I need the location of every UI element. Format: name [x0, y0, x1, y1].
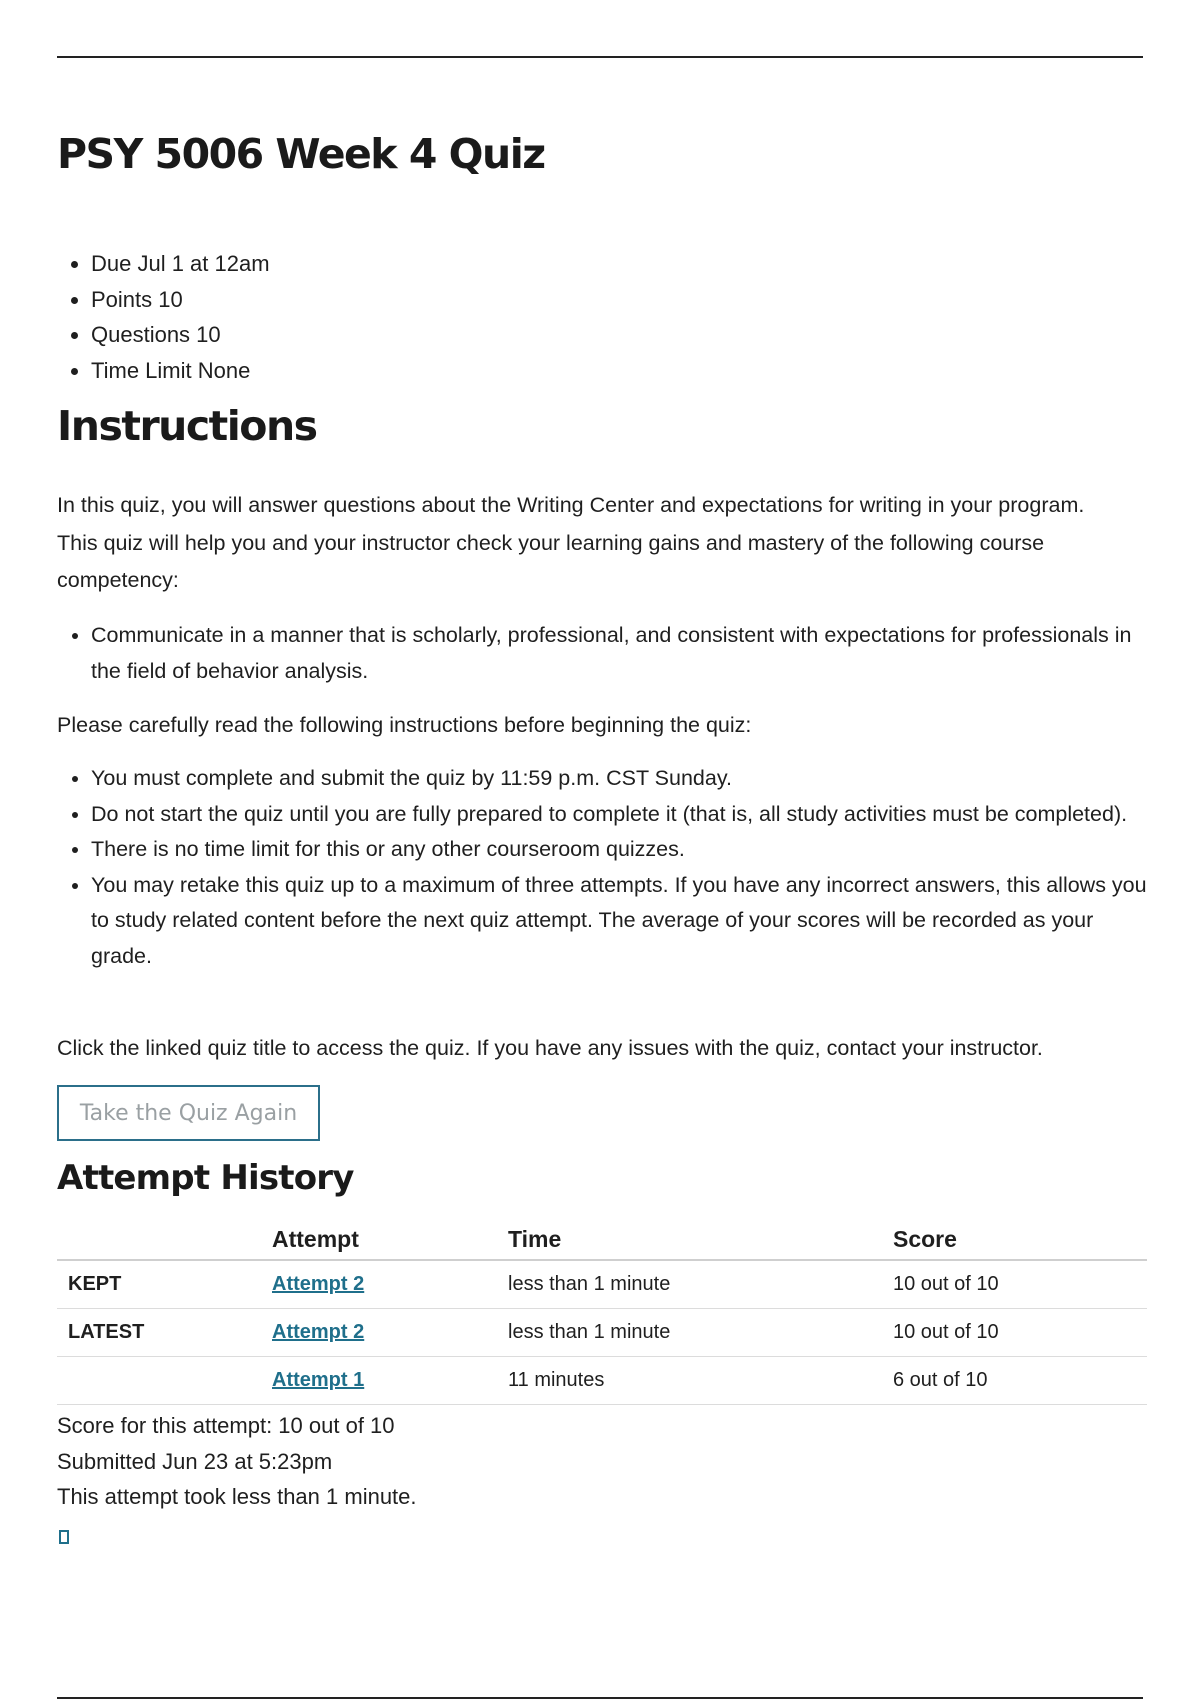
- attempt-time: less than 1 minute: [508, 1260, 893, 1309]
- attempt-time: less than 1 minute: [508, 1309, 893, 1357]
- column-header-attempt: Attempt: [272, 1219, 508, 1260]
- rule-item: • There is no time limit for this or any other courseroom quizzes.: [91, 832, 1147, 868]
- attempt-status: LATEST: [57, 1309, 272, 1357]
- questions-count: • Questions 10: [91, 317, 270, 353]
- please-read-note: Please carefully read the following instructions before beginning the quiz:: [57, 713, 752, 737]
- attempt-link[interactable]: Attempt 1: [272, 1369, 365, 1391]
- attempt-score: 6 out of 10: [893, 1357, 1147, 1405]
- attempt-score: 10 out of 10: [893, 1260, 1147, 1309]
- square-outline-icon: [59, 1530, 69, 1544]
- bottom-divider: [57, 1697, 1143, 1699]
- column-header-status: [57, 1219, 272, 1260]
- attempt-score: 10 out of 10: [893, 1309, 1147, 1357]
- attempt-duration-text: This attempt took less than 1 minute.: [57, 1484, 417, 1509]
- attempt-summary: [57, 1408, 417, 1515]
- table-row: [57, 1260, 1147, 1309]
- rule-item: • Do not start the quiz until you are fully prepared to complete it (that is, all study activities must be completed).: [91, 797, 1147, 833]
- column-header-score: Score: [893, 1219, 1147, 1260]
- attempt-status: [57, 1357, 272, 1405]
- attempt-history-table: [57, 1219, 1147, 1405]
- due-date: • Due Jul 1 at 12am: [91, 246, 270, 282]
- competency-list: [57, 618, 1147, 689]
- points: • Points 10: [91, 282, 270, 318]
- table-header-row: [57, 1219, 1147, 1260]
- attempt-link[interactable]: Attempt 2: [272, 1273, 365, 1295]
- competency-item: • Communicate in a manner that is scholarly, professional, and consistent with expectations for professionals in the field of behavior analysis.: [91, 618, 1147, 689]
- page-title: PSY 5006 Week 4 Quiz: [57, 130, 545, 178]
- click-note: Click the linked quiz title to access the quiz. If you have any issues with the quiz, contact your instructor.: [57, 1036, 1043, 1060]
- attempt-link[interactable]: Attempt 2: [272, 1321, 365, 1343]
- instructions-heading: Instructions: [57, 402, 317, 450]
- attempt-status: KEPT: [57, 1260, 272, 1309]
- rule-item: • You may retake this quiz up to a maximum of three attempts. If you have any incorrect answers, this allows you to study related content before the next quiz attempt. The average of your scores will be recorded as your grade.: [91, 868, 1147, 975]
- attempt-score-text: Score for this attempt: 10 out of 10: [57, 1413, 395, 1438]
- top-divider: [57, 56, 1143, 58]
- quiz-meta-list: [57, 246, 270, 388]
- time-limit: • Time Limit None: [91, 353, 270, 389]
- attempt-time: 11 minutes: [508, 1357, 893, 1405]
- instructions-intro: In this quiz, you will answer questions about the Writing Center and expectations for writing in your program. This quiz will help you and your instructor check your learning gains and mastery of the following course competency:: [57, 493, 1085, 592]
- column-header-time: Time: [508, 1219, 893, 1260]
- submitted-text: Submitted Jun 23 at 5:23pm: [57, 1448, 333, 1474]
- take-quiz-again-button[interactable]: Take the Quiz Again: [57, 1085, 320, 1141]
- table-row: [57, 1309, 1147, 1357]
- rule-item: • You must complete and submit the quiz by 11:59 p.m. CST Sunday.: [91, 761, 1147, 797]
- rules-list: [57, 761, 1147, 974]
- table-row: [57, 1357, 1147, 1405]
- attempt-history-heading: Attempt History: [57, 1158, 354, 1198]
